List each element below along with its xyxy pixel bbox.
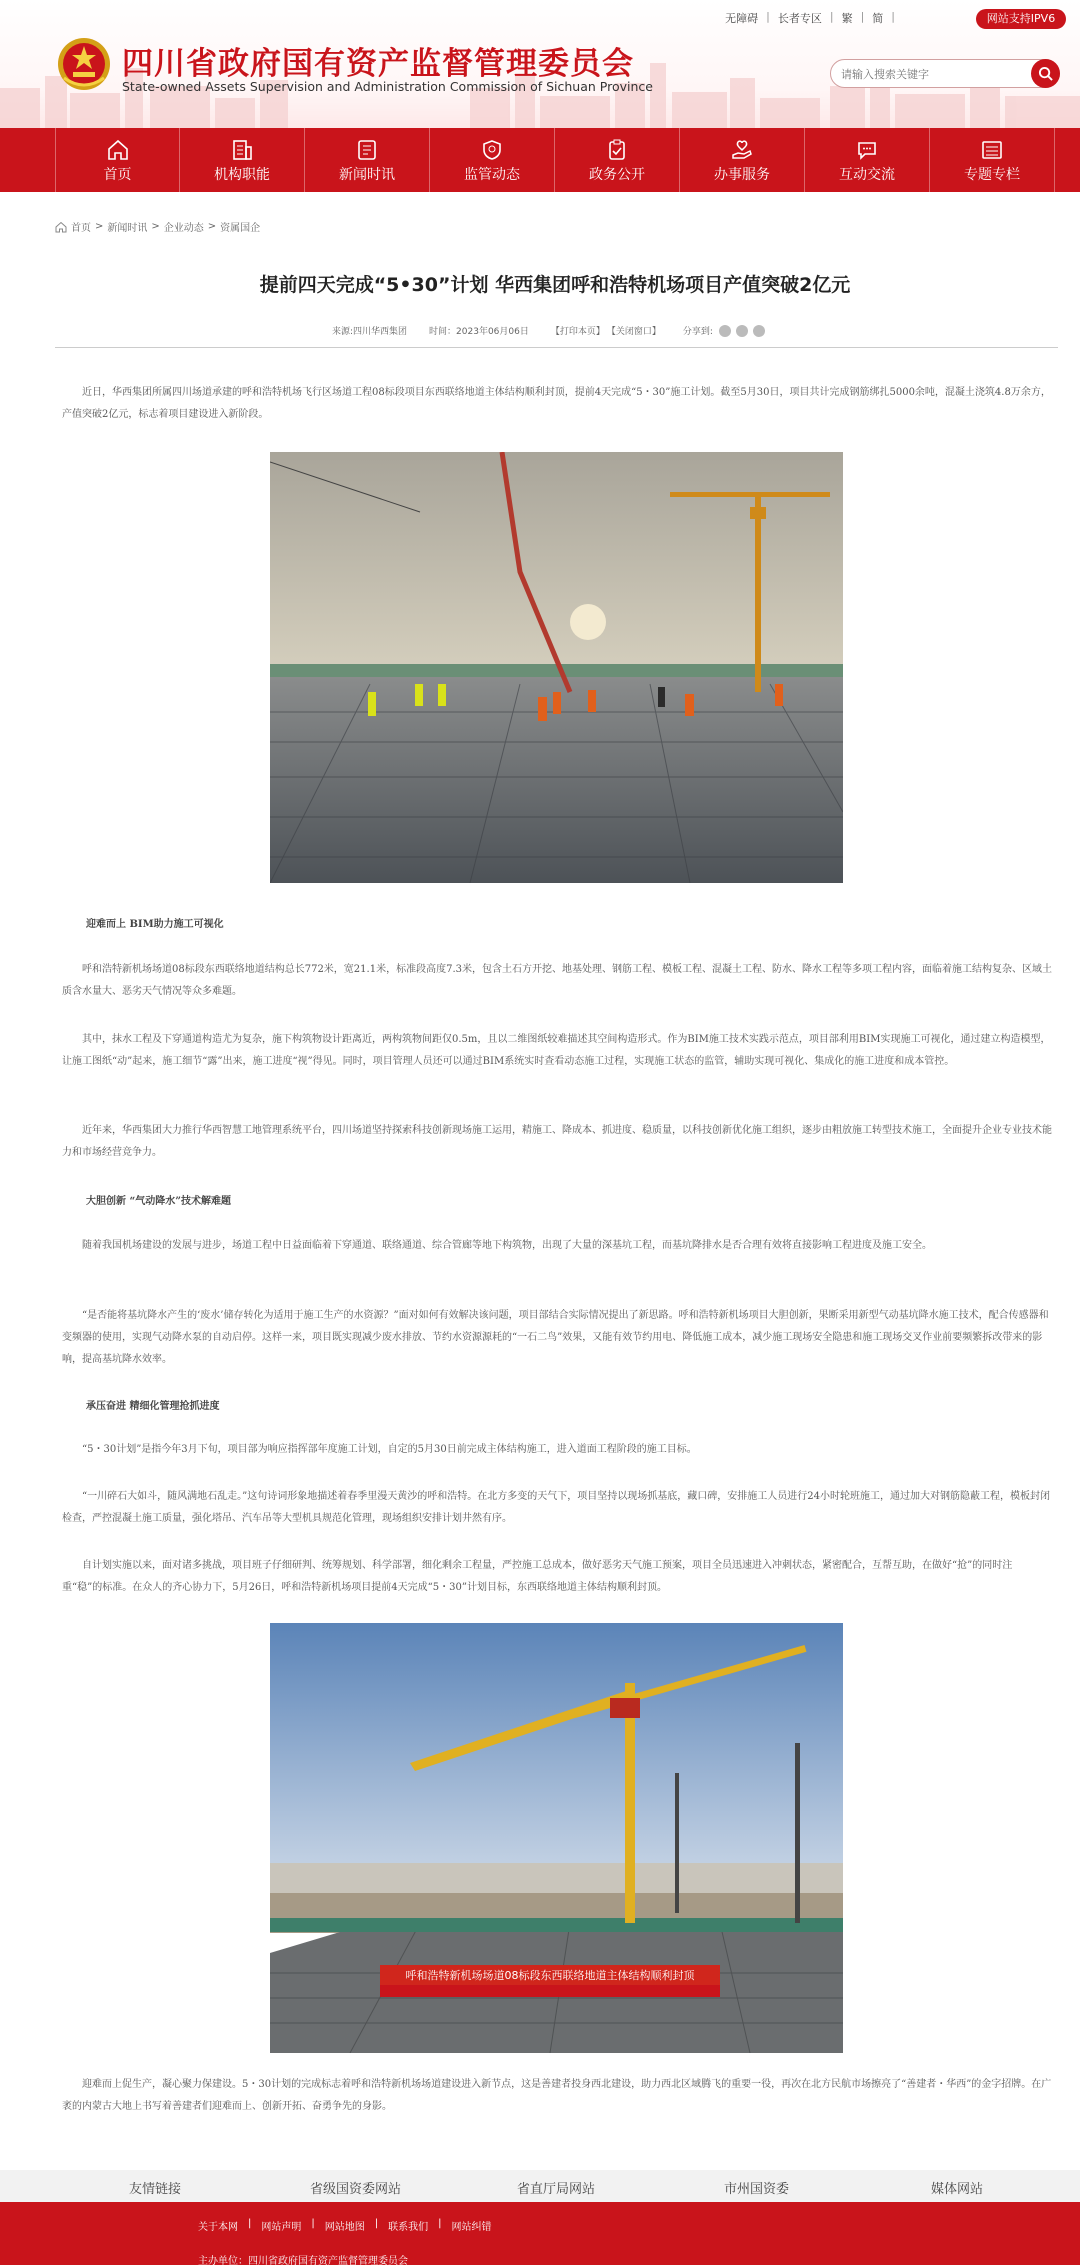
- article-title: 提前四天完成“5•30”计划 华西集团呼和浩特机场项目产值突破2亿元: [259, 274, 851, 296]
- separator: |: [860, 10, 865, 23]
- nav-disclosure[interactable]: [555, 128, 680, 192]
- home-icon: [55, 221, 67, 233]
- search-input[interactable]: [841, 65, 1021, 83]
- sponsor-text: 主办单位：四川省政府国有资产监督管理委员会: [198, 2256, 408, 2265]
- breadcrumb-home[interactable]: 首页: [71, 223, 91, 234]
- list-panel-icon: [980, 138, 1004, 162]
- construction-photo-2: [270, 1623, 843, 2053]
- nav-news[interactable]: [305, 128, 430, 192]
- sitemap-link[interactable]: 网站地图: [324, 2222, 365, 2233]
- nav-label: 专题专栏: [964, 167, 1020, 183]
- separator: |: [311, 2218, 315, 2229]
- article-paragraph: 其中，抹水工程及下穿通道构造尤为复杂，施下构筑物设计距离近，两构筑物间距仅0.5m，且以二维图纸较难描述其空间构造形式。作为BIM施工技术实践示范点，项目部利用BIM实现施工可视化，通过建立构造模型，让施工图纸“动”起来，施工细节“露”出来，施工进度“视”得见。同时，项目管理人员还可以通过BIM系统实时查看动态施工过程，实现施工状态的监管，辅助实现可视化、集成化的施工进度和成本管控。: [62, 1034, 1051, 1067]
- print-button[interactable]: 【打印本页】: [550, 327, 605, 337]
- breadcrumb-enterprise[interactable]: 企业动态: [163, 223, 204, 234]
- about-link[interactable]: 关于本网: [198, 2222, 238, 2233]
- photo-banner-text: 呼和浩特新机场场道08标段东西联络地道主体结构顺利封顶: [405, 1969, 695, 1982]
- share-label: 分享到:: [682, 327, 713, 337]
- footer-links: [198, 2218, 492, 2233]
- article-meta: [332, 324, 770, 337]
- breadcrumb-separator: >: [151, 221, 160, 232]
- main-nav: [0, 128, 1080, 192]
- section-heading-management: 承压奋进 精细化管理抢抓进度: [86, 1401, 220, 1412]
- friend-links-label: 友情链接: [129, 2182, 182, 2197]
- article-paragraph: “5・30计划”是指今年3月下旬，项目部为响应指挥部年度施工计划，自定的5月30日前完成主体结构施工，进入道面工程阶段的施工目标。: [82, 1444, 697, 1455]
- nav-label: 机构职能: [214, 167, 270, 183]
- traditional-chinese-link[interactable]: 繁: [841, 12, 853, 25]
- building-icon: [230, 138, 254, 162]
- provincial-departments-select[interactable]: 省直厅局网站: [517, 2182, 596, 2197]
- article-paragraph: 随着我国机场建设的发展与进步，场道工程中日益面临着下穿通道、联络通道、综合管廊等地下构筑物，出现了大量的深基坑工程，而基坑降排水是否合理有效将直接影响工程进度及施工安全。: [82, 1240, 932, 1251]
- nav-topics[interactable]: [930, 128, 1055, 192]
- separator: |: [248, 2218, 252, 2229]
- separator: |: [891, 10, 895, 23]
- hand-heart-icon: [730, 138, 754, 162]
- home-icon: [106, 138, 130, 162]
- clipboard-check-icon: [605, 138, 629, 162]
- nav-label: 办事服务: [714, 167, 770, 183]
- article-paragraph: “是否能将基坑降水产生的‘废水’储存转化为适用于施工生产的水资源？”面对如何有效解决该问题，项目部结合实际情况提出了新思路。呼和浩特新机场项目大胆创新，果断采用新型气动基坑降水施工技术，配合传感器和变频器的使用，实现气动降水泵的自动启停。这样一来，项目既实现减少废水排放、节约水资源源耗的“一石二鸟”效果，又能有效节约用电、降低施工成本，减少施工现场安全隐患和施工现场交叉作业前要频繁拆改带来的影响，提高基坑降水效率。: [62, 1310, 1049, 1365]
- separator: |: [829, 10, 834, 23]
- media-sites-select[interactable]: 媒体网站: [931, 2182, 984, 2197]
- section-heading-bim: 迎难而上 BIM助力施工可视化: [86, 919, 224, 930]
- elderly-zone-link[interactable]: 长者专区: [777, 12, 822, 25]
- breadcrumb-separator: >: [95, 221, 104, 232]
- nav-label: 监管动态: [464, 167, 520, 183]
- national-emblem-icon: [56, 36, 112, 92]
- contact-link[interactable]: 联系我们: [388, 2222, 429, 2233]
- breadcrumb-news[interactable]: 新闻时讯: [107, 223, 148, 234]
- qq-share-icon[interactable]: [753, 325, 765, 337]
- accessibility-link[interactable]: 无障碍: [725, 12, 759, 25]
- search-box: [830, 59, 1060, 88]
- article-paragraph: 近日，华西集团所属四川场道承建的呼和浩特机场飞行区场道工程08标段项目东西联络地道主体结构顺利封顶，提前4天完成“5・30”施工计划。截至5月30日，项目共计完成钢筋绑扎5000余吨，混凝土浇筑4.8万余方，产值突破2亿元，标志着项目建设进入新阶段。: [62, 387, 1051, 420]
- error-report-link[interactable]: 网站纠错: [451, 2222, 492, 2233]
- nav-label: 互动交流: [839, 167, 895, 183]
- nav-organization[interactable]: [180, 128, 305, 192]
- search-icon: [1038, 66, 1053, 81]
- site-title[interactable]: 四川省政府国有资产监督管理委员会: [122, 46, 634, 82]
- site-footer: [0, 2202, 1080, 2265]
- friend-links-bar: [0, 2170, 1080, 2202]
- chat-icon: [855, 138, 879, 162]
- divider: [55, 347, 1058, 348]
- section-heading-dewatering: 大胆创新 “气动降水”技术解难题: [86, 1196, 231, 1207]
- nav-services[interactable]: [680, 128, 805, 192]
- weibo-share-icon[interactable]: [736, 325, 748, 337]
- top-links: [725, 10, 895, 26]
- wechat-share-icon[interactable]: [719, 325, 731, 337]
- ipv6-badge: 网站支持IPV6: [976, 9, 1066, 29]
- article-paragraph: 近年来，华西集团大力推行华西智慧工地管理系统平台，四川场道坚持探索科技创新现场施工运用，精施工、降成本、抓进度、稳质量，以科技创新优化施工组织，逐步由粗放施工转型技术施工，全面提升企业专业技术能力和市场经营竞争力。: [62, 1125, 1052, 1158]
- article-paragraph: 迎难而上促生产，凝心聚力保建设。5・30计划的完成标志着呼和浩特新机场场道建设进入新节点，这是善建者投身西北建设，助力西北区域腾飞的重要一役，再次在北方民航市场擦亮了“善建者・华西”的金字招牌。在广袤的内蒙古大地上书写着善建者们迎难而上、创新开拓、奋勇争先的身影。: [62, 2079, 1052, 2112]
- nav-home[interactable]: [55, 128, 180, 192]
- city-sasac-select[interactable]: 市州国资委: [724, 2182, 790, 2197]
- article-paragraph: “一川碎石大如斗，随风满地石乱走。”这句诗词形象地描述着春季里漫天黄沙的呼和浩特。在北方多变的天气下，项目坚持以现场抓基底，藏口碑，安排施工人员进行24小时轮班施工，通过加大对钢筋隐蔽工程，模板封闭检查，严控混凝土施工质量，强化塔吊、汽车吊等大型机具规范化管理，现场组织安排计划井然有序。: [62, 1491, 1050, 1524]
- construction-photo-1: [270, 452, 843, 883]
- nav-supervision[interactable]: [430, 128, 555, 192]
- article-paragraph: 呼和浩特新机场场道08标段东西联络地道结构总长772米，宽21.1米，标准段高度7.3米，包含土石方开挖、地基处理、钢筋工程、模板工程、混凝土工程、防水、降水工程等多项工程内容，面临着施工结构复杂、区域土质含水量大、恶劣天气情况等众多难题。: [62, 964, 1052, 997]
- article-source: 来源:四川华西集团: [332, 327, 408, 337]
- newspaper-icon: [355, 138, 379, 162]
- simplified-chinese-link[interactable]: 简: [872, 12, 884, 25]
- article-time: 时间：2023年06月06日: [429, 327, 529, 337]
- article-paragraph: 自计划实施以来，面对诸多挑战，项目班子仔细研判、统筹规划、科学部署，细化剩余工程量，严控施工总成本，做好恶劣天气施工预案，项目全员迅速进入冲刺状态，紧密配合，互帮互助，在做好“抢”的同时注重“稳”的标准。在众人的齐心协力下，5月26日，呼和浩特新机场项目提前4天完成“5・30”计划目标，东西联络地道主体结构顺利封顶。: [62, 1560, 1013, 1593]
- shield-icon: [480, 138, 504, 162]
- breadcrumb: [55, 219, 260, 234]
- site-subtitle: State-owned Assets Supervision and Administration Commission of Sichuan Province: [122, 79, 653, 94]
- statement-link[interactable]: 网站声明: [261, 2222, 302, 2233]
- close-window-button[interactable]: 【关闭窗口】: [606, 327, 661, 337]
- breadcrumb-separator: >: [207, 221, 217, 232]
- separator: |: [374, 2218, 379, 2229]
- site-header: [0, 0, 1080, 128]
- breadcrumb-current[interactable]: 资属国企: [220, 223, 261, 234]
- separator: |: [766, 10, 770, 23]
- provincial-sasac-select[interactable]: 省级国资委网站: [310, 2182, 402, 2197]
- nav-label: 新闻时讯: [339, 167, 395, 183]
- search-button[interactable]: [1031, 59, 1060, 88]
- nav-label: 首页: [103, 167, 132, 183]
- nav-interaction[interactable]: [805, 128, 930, 192]
- separator: |: [438, 2218, 442, 2229]
- nav-label: 政务公开: [589, 167, 645, 183]
